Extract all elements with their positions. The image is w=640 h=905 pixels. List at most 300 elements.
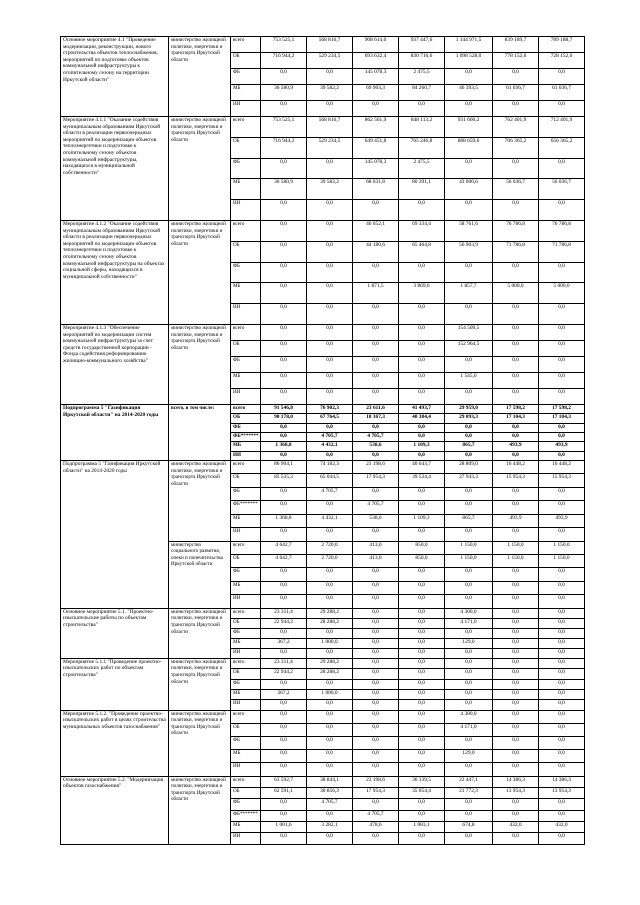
amount-cell: 0,0 (307, 833, 353, 844)
executor-name: министерство жилищной политики, энергетики и транспорта Иркутской области (169, 710, 231, 776)
amount-cell: 0,0 (539, 101, 585, 117)
amount-cell: 90 178,0 (261, 414, 307, 423)
table-row (61, 324, 585, 340)
activity-name: Мероприятие 5.1.2. "Проведение проектно-изыскательских работ в целях строительства муниципальных объектов газоснабжения" (61, 710, 169, 776)
amount-cell: 1 000,0 (307, 638, 353, 648)
amount-cell: 0,0 (539, 638, 585, 648)
executor-name: министерство жилищной политики, энергетики и транспорта Иркутской области (169, 220, 231, 324)
funding-source: ОБ (231, 618, 261, 628)
amount-cell: 1 083,1 (399, 821, 445, 832)
amount-cell: 4 171,0 (445, 723, 493, 736)
amount-cell: 0,0 (493, 432, 539, 441)
amount-cell: 0,0 (307, 710, 353, 723)
amount-cell: 0,0 (353, 487, 399, 500)
amount-cell: 0,0 (539, 304, 585, 325)
amount-cell: 69 903,3 (353, 85, 399, 101)
amount-cell: 30 856,3 (307, 787, 353, 798)
amount-cell: 0,0 (261, 833, 307, 844)
amount-cell: 0,0 (445, 432, 493, 441)
amount-cell: 14 386,3 (539, 776, 585, 787)
amount-cell: 86 904,1 (261, 460, 307, 473)
amount-cell: 0,0 (445, 658, 493, 668)
amount-cell: 154 509,5 (445, 324, 493, 340)
funding-source: ФБ******* (231, 501, 261, 514)
amount-cell: 0,0 (493, 799, 539, 810)
amount-cell: 0,0 (353, 628, 399, 638)
amount-cell: 0,0 (539, 700, 585, 710)
funding-source: всего (231, 541, 261, 554)
amount-cell: 0,0 (445, 810, 493, 821)
executor-name: министерство жилищной политики, энергетики и транспорта Иркутской области (169, 776, 231, 844)
amount-cell: 13 954,3 (539, 787, 585, 798)
amount-cell: 0,0 (493, 304, 539, 325)
amount-cell: 493,9 (539, 514, 585, 527)
amount-cell: 0,0 (445, 679, 493, 689)
amount-cell: 0,0 (539, 372, 585, 388)
amount-cell: 61 036,7 (539, 85, 585, 101)
amount-cell: 568 816,7 (307, 117, 353, 138)
amount-cell: 0,0 (353, 304, 399, 325)
amount-cell: 152 964,5 (445, 340, 493, 356)
amount-cell: 0,0 (261, 340, 307, 356)
amount-cell: 0,0 (307, 723, 353, 736)
funding-source: ФБ (231, 356, 261, 372)
amount-cell: 0,0 (539, 581, 585, 594)
amount-cell: 0,0 (539, 833, 585, 844)
amount-cell: 0,0 (539, 608, 585, 618)
funding-source: ОБ (231, 241, 261, 262)
amount-cell: 1 857,7 (445, 283, 493, 304)
amount-cell: 0,0 (399, 528, 445, 541)
executor-name: министерство жилищной политики, энергетики и транспорта Иркутской области (169, 324, 231, 404)
amount-cell: 22 944,2 (261, 618, 307, 628)
amount-cell: 862 561,9 (353, 117, 399, 138)
amount-cell: 14 386,3 (493, 776, 539, 787)
amount-cell: 0,0 (261, 283, 307, 304)
amount-cell: 2 720,0 (307, 541, 353, 554)
amount-cell: 1 109,3 (399, 442, 445, 451)
amount-cell: 0,0 (493, 710, 539, 723)
amount-cell: 0,0 (307, 283, 353, 304)
amount-cell: 0,0 (307, 810, 353, 821)
amount-cell: 0,0 (445, 451, 493, 460)
amount-cell: 865,7 (445, 442, 493, 451)
amount-cell: 0,0 (307, 595, 353, 608)
amount-cell: 706 365,2 (493, 137, 539, 158)
amount-cell: 0,0 (399, 810, 445, 821)
amount-cell: 649 451,8 (353, 137, 399, 158)
amount-cell: 0,0 (261, 101, 307, 117)
amount-cell: 21 772,3 (445, 787, 493, 798)
amount-cell: 28 288,2 (307, 618, 353, 628)
amount-cell: 0,0 (539, 487, 585, 500)
amount-cell: 0,0 (399, 710, 445, 723)
amount-cell: 0,0 (399, 451, 445, 460)
amount-cell: 0,0 (307, 372, 353, 388)
amount-cell: 413,0 (353, 555, 399, 568)
funding-source: МБ (231, 283, 261, 304)
amount-cell: 712 401,9 (539, 117, 585, 138)
funding-source: МБ (231, 85, 261, 101)
funding-source: ОБ (231, 669, 261, 679)
funding-source: всего (231, 608, 261, 618)
amount-cell: 23 311,4 (261, 658, 307, 668)
activity-name: Мероприятие 4.1.2 "Оказание содействия муниципальным образованиям Иркутской области в реализации первоочередных мероприятий по модернизации объектов теплоэнергетики и подготовке к отопительному сезону объектов коммунальной инфраструктуры на объектах социальной сферы, находящихся в муниципальной собственности" (61, 220, 169, 324)
table-row (61, 460, 585, 473)
amount-cell: 0,0 (539, 69, 585, 85)
amount-cell: 0,0 (307, 388, 353, 404)
funding-source: ИИ (231, 304, 261, 325)
amount-cell: 0,0 (539, 710, 585, 723)
amount-cell: 0,0 (307, 679, 353, 689)
amount-cell: 0,0 (353, 372, 399, 388)
amount-cell: 0,0 (307, 501, 353, 514)
funding-source: МБ (231, 514, 261, 527)
amount-cell: 4 705,7 (307, 487, 353, 500)
amount-cell: 0,0 (261, 679, 307, 689)
amount-cell: 0,0 (353, 324, 399, 340)
amount-cell: 0,0 (493, 638, 539, 648)
amount-cell: 0,0 (261, 799, 307, 810)
amount-cell: 0,0 (399, 388, 445, 404)
amount-cell: 413,0 (353, 541, 399, 554)
funding-source: МБ (231, 821, 261, 832)
amount-cell: 1 098 528,0 (445, 53, 493, 69)
budget-table (60, 36, 585, 845)
amount-cell: 1 109,3 (399, 514, 445, 527)
amount-cell: 0,0 (539, 423, 585, 432)
funding-source: МБ (231, 442, 261, 451)
amount-cell: 80 391,1 (399, 179, 445, 200)
amount-cell: 538,6 (353, 442, 399, 451)
funding-source: всего (231, 220, 261, 241)
amount-cell: 0,0 (493, 200, 539, 221)
funding-source: ФБ (231, 628, 261, 638)
amount-cell: 0,0 (445, 737, 493, 750)
amount-cell: 1 144 971,5 (445, 37, 493, 53)
amount-cell: 22 944,2 (261, 669, 307, 679)
amount-cell: 0,0 (353, 700, 399, 710)
amount-cell: 0,0 (399, 487, 445, 500)
amount-cell: 493,9 (493, 514, 539, 527)
amount-cell: 0,0 (493, 356, 539, 372)
funding-source: ИИ (231, 101, 261, 117)
amount-cell: 0,0 (399, 595, 445, 608)
amount-cell: 0,0 (493, 658, 539, 668)
amount-cell: 716 944,2 (261, 53, 307, 69)
amount-cell: 0,0 (539, 679, 585, 689)
amount-cell: 1 368,8 (261, 442, 307, 451)
amount-cell: 0,0 (539, 648, 585, 658)
amount-cell: 0,0 (539, 689, 585, 699)
amount-cell: 0,0 (539, 528, 585, 541)
amount-cell: 0,0 (261, 700, 307, 710)
amount-cell: 888 659,6 (445, 137, 493, 158)
amount-cell: 839 189,7 (493, 37, 539, 53)
amount-cell: 13 954,3 (493, 787, 539, 798)
amount-cell: 0,0 (445, 262, 493, 283)
executor-name: министерство социального развития, опеки и попечительства Иркутской области (169, 541, 231, 608)
amount-cell: 0,0 (445, 648, 493, 658)
funding-source: всего (231, 710, 261, 723)
funding-source: ОБ (231, 137, 261, 158)
amount-cell: 0,0 (493, 737, 539, 750)
amount-cell: 0,0 (493, 528, 539, 541)
amount-cell: 46 393,5 (445, 85, 493, 101)
amount-cell: 0,0 (445, 388, 493, 404)
amount-cell: 23 198,6 (353, 460, 399, 473)
amount-cell: 27 943,3 (445, 474, 493, 487)
funding-source: МБ (231, 179, 261, 200)
amount-cell: 0,0 (399, 423, 445, 432)
amount-cell: 0,0 (445, 501, 493, 514)
amount-cell: 4 705,7 (353, 501, 399, 514)
amount-cell: 0,0 (399, 750, 445, 763)
amount-cell: 0,0 (261, 528, 307, 541)
amount-cell: 0,0 (261, 763, 307, 776)
funding-source: ФБ (231, 158, 261, 179)
amount-cell: 0,0 (493, 451, 539, 460)
amount-cell: 0,0 (353, 648, 399, 658)
amount-cell: 0,0 (399, 763, 445, 776)
amount-cell: 0,0 (261, 158, 307, 179)
amount-cell: 0,0 (399, 799, 445, 810)
funding-source: ФБ (231, 262, 261, 283)
funding-source: МБ (231, 689, 261, 699)
funding-source: всего (231, 324, 261, 340)
amount-cell: 0,0 (307, 528, 353, 541)
amount-cell: 3 282,1 (307, 821, 353, 832)
amount-cell: 367,2 (261, 638, 307, 648)
amount-cell: 39 582,2 (307, 179, 353, 200)
amount-cell: 0,0 (307, 220, 353, 241)
amount-cell: 129,0 (445, 750, 493, 763)
amount-cell: 0,0 (493, 388, 539, 404)
funding-source: ФБ (231, 487, 261, 500)
amount-cell: 0,0 (539, 262, 585, 283)
amount-cell: 0,0 (399, 658, 445, 668)
amount-cell: 71 786,8 (493, 241, 539, 262)
amount-cell: 1 150,0 (493, 555, 539, 568)
amount-cell: 529 234,5 (307, 137, 353, 158)
amount-cell: 0,0 (353, 618, 399, 628)
amount-cell: 865,7 (445, 514, 493, 527)
amount-cell: 0,0 (261, 595, 307, 608)
amount-cell: 0,0 (399, 200, 445, 221)
amount-cell: 0,0 (261, 220, 307, 241)
amount-cell: 0,0 (353, 833, 399, 844)
activity-name: Подпрограмма 5 "Газификация Иркутской области" на 2014-2020 годы (61, 404, 169, 460)
amount-cell: 0,0 (493, 833, 539, 844)
amount-cell: 0,0 (399, 324, 445, 340)
table-row (61, 37, 585, 53)
amount-cell: 850,0 (399, 555, 445, 568)
funding-source: всего (231, 658, 261, 668)
amount-cell: 56 036,7 (493, 179, 539, 200)
amount-cell: 0,0 (539, 432, 585, 441)
amount-cell: 0,0 (261, 750, 307, 763)
amount-cell: 62 591,1 (261, 787, 307, 798)
amount-cell: 0,0 (307, 451, 353, 460)
amount-cell: 0,0 (493, 763, 539, 776)
amount-cell: 0,0 (399, 608, 445, 618)
funding-source: ФБ (231, 568, 261, 581)
amount-cell: 0,0 (261, 262, 307, 283)
amount-cell: 4 300,0 (445, 710, 493, 723)
amount-cell: 0,0 (445, 423, 493, 432)
amount-cell: 765 246,8 (399, 137, 445, 158)
amount-cell: 0,0 (493, 324, 539, 340)
amount-cell: 1 150,0 (539, 541, 585, 554)
amount-cell: 0,0 (261, 487, 307, 500)
amount-cell: 1 150,0 (493, 541, 539, 554)
table-row (61, 776, 585, 787)
amount-cell: 22 447,1 (445, 776, 493, 787)
amount-cell: 0,0 (399, 356, 445, 372)
amount-cell: 17 104,3 (493, 414, 539, 423)
table-row (61, 658, 585, 668)
amount-cell: 65 044,5 (307, 474, 353, 487)
amount-cell: 0,0 (399, 372, 445, 388)
funding-source: ИИ (231, 451, 261, 460)
amount-cell: 0,0 (261, 501, 307, 514)
amount-cell: 0,0 (539, 324, 585, 340)
amount-cell: 0,0 (399, 568, 445, 581)
amount-cell: 0,0 (445, 487, 493, 500)
funding-source: ИИ (231, 528, 261, 541)
amount-cell: 0,0 (307, 324, 353, 340)
amount-cell: 850,0 (399, 541, 445, 554)
funding-source: ОБ (231, 414, 261, 423)
amount-cell: 0,0 (261, 451, 307, 460)
amount-cell: 18 367,3 (353, 414, 399, 423)
table-row (61, 117, 585, 138)
amount-cell: 0,0 (445, 799, 493, 810)
amount-cell: 0,0 (539, 628, 585, 638)
amount-cell: 0,0 (307, 304, 353, 325)
amount-cell: 0,0 (493, 372, 539, 388)
amount-cell: 0,0 (261, 388, 307, 404)
amount-cell: 0,0 (445, 628, 493, 638)
amount-cell: 0,0 (307, 750, 353, 763)
amount-cell: 0,0 (539, 669, 585, 679)
table-row (61, 608, 585, 618)
amount-cell: 0,0 (261, 810, 307, 821)
amount-cell: 0,0 (493, 689, 539, 699)
amount-cell: 41 493,7 (399, 404, 445, 413)
amount-cell: 0,0 (307, 737, 353, 750)
funding-source: ФБ******* (231, 810, 261, 821)
amount-cell: 0,0 (353, 658, 399, 668)
amount-cell: 29 959,0 (445, 404, 493, 413)
funding-source: ОБ (231, 474, 261, 487)
amount-cell: 0,0 (493, 723, 539, 736)
amount-cell: 0,0 (539, 595, 585, 608)
amount-cell: 0,0 (399, 669, 445, 679)
amount-cell: 0,0 (445, 101, 493, 117)
amount-cell: 0,0 (493, 69, 539, 85)
amount-cell: 0,0 (493, 810, 539, 821)
amount-cell: 0,0 (539, 340, 585, 356)
amount-cell: 0,0 (493, 750, 539, 763)
table-row (61, 710, 585, 723)
amount-cell: 58 761,6 (445, 220, 493, 241)
funding-source: ФБ (231, 799, 261, 810)
amount-cell: 538,6 (353, 514, 399, 527)
activity-name: Подпрограмма 5 "Газификация Иркутской области" на 2014-2020 годы (61, 460, 169, 608)
amount-cell: 4 705,7 (307, 799, 353, 810)
amount-cell: 0,0 (399, 581, 445, 594)
amount-cell: 17 598,2 (539, 404, 585, 413)
funding-source: всего (231, 117, 261, 138)
amount-cell: 0,0 (493, 501, 539, 514)
amount-cell: 56 903,9 (445, 241, 493, 262)
amount-cell: 0,0 (399, 679, 445, 689)
amount-cell: 0,0 (353, 799, 399, 810)
amount-cell: 0,0 (539, 750, 585, 763)
amount-cell: 0,0 (307, 763, 353, 776)
amount-cell: 29 288,2 (307, 658, 353, 668)
amount-cell: 0,0 (353, 669, 399, 679)
amount-cell: 0,0 (493, 340, 539, 356)
funding-source: МБ (231, 372, 261, 388)
amount-cell: 0,0 (307, 581, 353, 594)
amount-cell: 0,0 (353, 689, 399, 699)
amount-cell: 5 000,0 (493, 283, 539, 304)
amount-cell: 0,0 (399, 501, 445, 514)
amount-cell: 848 113,2 (399, 117, 445, 138)
amount-cell: 0,0 (261, 241, 307, 262)
funding-source: всего (231, 776, 261, 787)
amount-cell: 432,0 (539, 821, 585, 832)
amount-cell: 15 954,3 (493, 474, 539, 487)
amount-cell: 29 093,3 (445, 414, 493, 423)
amount-cell: 0,0 (261, 568, 307, 581)
amount-cell: 0,0 (307, 423, 353, 432)
amount-cell: 0,0 (539, 158, 585, 179)
amount-cell: 35 054,4 (399, 787, 445, 798)
amount-cell: 2 475,5 (399, 69, 445, 85)
amount-cell: 4 171,0 (445, 618, 493, 628)
amount-cell: 0,0 (399, 648, 445, 658)
funding-source: ИИ (231, 833, 261, 844)
amount-cell: 0,0 (307, 568, 353, 581)
amount-cell: 0,0 (539, 658, 585, 668)
amount-cell: 39 582,2 (307, 85, 353, 101)
amount-cell: 0,0 (399, 101, 445, 117)
funding-source: ОБ (231, 723, 261, 736)
funding-source: ИИ (231, 700, 261, 710)
amount-cell: 0,0 (445, 595, 493, 608)
amount-cell: 0,0 (307, 200, 353, 221)
amount-cell: 0,0 (261, 648, 307, 658)
amount-cell: 0,0 (261, 628, 307, 638)
amount-cell: 674,8 (445, 821, 493, 832)
amount-cell: 0,0 (261, 737, 307, 750)
amount-cell: 0,0 (399, 618, 445, 628)
amount-cell: 0,0 (445, 356, 493, 372)
amount-cell: 0,0 (261, 710, 307, 723)
amount-cell: 16 448,2 (493, 460, 539, 473)
amount-cell: 39 534,4 (399, 474, 445, 487)
amount-cell: 0,0 (399, 700, 445, 710)
amount-cell: 478,6 (353, 821, 399, 832)
funding-source: ИИ (231, 763, 261, 776)
amount-cell: 0,0 (399, 737, 445, 750)
amount-cell: 937 447,6 (399, 37, 445, 53)
amount-cell: 1 001,6 (261, 821, 307, 832)
amount-cell: 36 580,9 (261, 85, 307, 101)
